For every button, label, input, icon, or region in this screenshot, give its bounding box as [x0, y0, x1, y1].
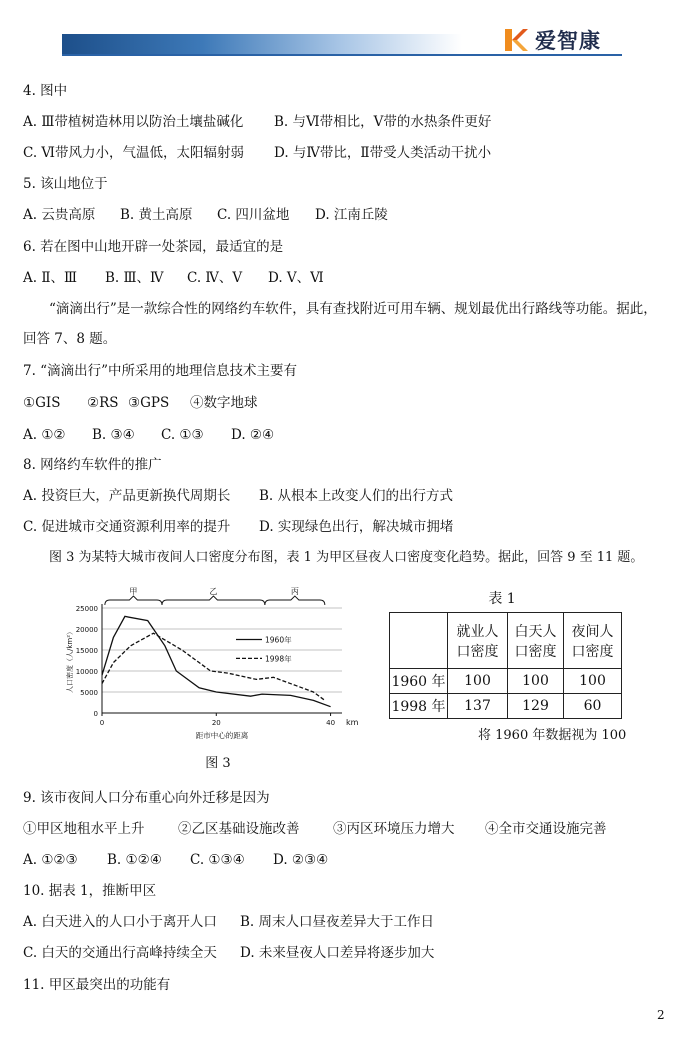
- q9-item-4: ④全市交通设施完善: [485, 821, 607, 837]
- k-logo-icon: [503, 27, 529, 53]
- population-density-chart: [60, 583, 382, 773]
- q10-option-a: A. 白天进入的人口小于离开人口: [23, 914, 217, 930]
- q10-option-c: C. 白天的交通出行高峰持续全天: [23, 945, 217, 961]
- x-tick-label: 20: [211, 719, 221, 727]
- q6-option-d: D. Ⅴ、Ⅵ: [268, 270, 324, 286]
- q10-option-b: B. 周末人口昼夜差异大于工作日: [240, 914, 435, 930]
- figure-caption: 图 3: [205, 756, 231, 771]
- passage-figure3: 图 3 为某特大城市夜间人口密度分布图，表 1 为甲区昼夜人口密度变化趋势。据此，回答 9 至 11 题。: [49, 550, 644, 565]
- q7-item-3: ③GPS: [128, 395, 170, 411]
- table-header-row: [390, 613, 622, 669]
- zone-brace: [105, 596, 162, 605]
- y-tick-label: 0: [93, 710, 98, 718]
- zone-label: 甲: [129, 587, 138, 596]
- zone-brace: [162, 596, 265, 605]
- x-tick-label: 40: [326, 719, 336, 727]
- x-unit-label: km: [346, 718, 359, 727]
- q6-stem: 6. 若在图中山地开辟一处茶园，最适宜的是: [23, 239, 284, 255]
- y-tick-label: 20000: [75, 626, 98, 634]
- table-row: [390, 694, 622, 719]
- table-header-cell: 白天人 口密度: [508, 613, 564, 669]
- q4-option-a: A. Ⅲ带植树造林用以防治土壤盐碱化: [23, 114, 244, 130]
- page-number: 2: [657, 1008, 665, 1022]
- zone-label: 乙: [209, 587, 218, 596]
- figure-3-chart: [60, 583, 382, 773]
- zone-brace: [265, 596, 325, 605]
- table-1: [386, 588, 658, 748]
- y-tick-label: 25000: [75, 605, 98, 613]
- series-line-1960: [102, 616, 331, 706]
- table-row: [390, 669, 622, 694]
- q8-option-d: D. 实现绿色出行，解决城市拥堵: [259, 519, 454, 535]
- zone-label: 丙: [290, 587, 299, 596]
- q9-option-b: B. ①②④: [107, 852, 162, 868]
- legend-label: 1960年: [265, 635, 292, 645]
- q8-option-a: A. 投资巨大，产品更新换代周期长: [23, 488, 231, 504]
- q5-option-b: B. 黄土高原: [120, 207, 193, 223]
- q5-option-a: A. 云贵高原: [23, 207, 96, 223]
- table-cell: 100: [564, 669, 622, 694]
- table-header-cell: 夜间人 口密度: [564, 613, 622, 669]
- q6-option-b: B. Ⅲ、Ⅳ: [105, 270, 164, 286]
- header-gradient-band: [62, 34, 462, 56]
- q7-item-4: ④数字地球: [190, 395, 258, 411]
- q9-option-c: C. ①③④: [190, 852, 245, 868]
- q5-option-d: D. 江南丘陵: [315, 207, 388, 223]
- q7-item-1: ①GIS: [23, 395, 61, 411]
- table-cell: 137: [448, 694, 508, 719]
- brand-logo: [503, 26, 601, 54]
- brand-name: 爱智康: [535, 29, 601, 53]
- q8-stem: 8. 网络约车软件的推广: [23, 457, 162, 473]
- q7-option-b: B. ③④: [92, 427, 135, 443]
- table-title: 表 1: [488, 591, 516, 607]
- passage-didi: “滴滴出行”是一款综合性的网络约车软件，具有查找附近可用车辆、规划最优出行路线等功能。据此，回答 7、8 题。: [23, 301, 657, 347]
- table-corner-cell: [390, 613, 448, 669]
- table-cell: 60: [564, 694, 622, 719]
- q9-stem: 9. 该市夜间人口分布重心向外迁移是因为: [23, 790, 270, 806]
- q9-item-3: ③丙区环境压力增大: [333, 821, 455, 837]
- q4-option-d: D. 与Ⅳ带比，Ⅱ带受人类活动干扰小: [274, 145, 492, 161]
- table-year-cell: 1998 年: [390, 694, 448, 719]
- table-year-cell: 1960 年: [390, 669, 448, 694]
- table-header-cell: 就业人 口密度: [448, 613, 508, 669]
- q10-option-d: D. 未来昼夜人口差异将逐步加大: [240, 945, 435, 961]
- q9-item-2: ②乙区基础设施改善: [178, 821, 300, 837]
- q11-stem: 11. 甲区最突出的功能有: [23, 977, 171, 993]
- q4-stem: 4. 图中: [23, 83, 68, 99]
- q7-option-d: D. ②④: [231, 427, 275, 443]
- q9-option-a: A. ①②③: [23, 852, 78, 868]
- q4-option-c: C. Ⅵ带风力小，气温低，太阳辐射弱: [23, 145, 245, 161]
- y-tick-label: 15000: [75, 647, 98, 655]
- x-tick-label: 0: [99, 719, 105, 727]
- density-table: [389, 612, 622, 719]
- q9-item-1: ①甲区地租水平上升: [23, 821, 145, 837]
- q7-option-a: A. ①②: [23, 427, 66, 443]
- table-cell: 100: [448, 669, 508, 694]
- table-cell: 100: [508, 669, 564, 694]
- q6-option-a: A. Ⅱ、Ⅲ: [23, 270, 78, 286]
- q8-option-c: C. 促进城市交通资源利用率的提升: [23, 519, 231, 535]
- y-axis-label: 人口密度（人/km²）: [66, 627, 74, 694]
- table-cell: 129: [508, 694, 564, 719]
- q5-stem: 5. 该山地位于: [23, 176, 108, 192]
- q6-option-c: C. Ⅳ、Ⅴ: [187, 270, 243, 286]
- q10-stem: 10. 据表 1，推断甲区: [23, 883, 157, 899]
- y-tick-label: 10000: [75, 668, 98, 676]
- q7-stem: 7. “滴滴出行”中所采用的地理信息技术主要有: [23, 363, 297, 379]
- q5-option-c: C. 四川盆地: [217, 207, 290, 223]
- q7-option-c: C. ①③: [161, 427, 204, 443]
- x-axis-label: 距市中心的距离: [195, 731, 249, 740]
- legend-label: 1998年: [265, 654, 292, 664]
- q8-option-b: B. 从根本上改变人们的出行方式: [259, 488, 454, 504]
- y-tick-label: 5000: [80, 689, 98, 697]
- q4-option-b: B. 与Ⅵ带相比，Ⅴ带的水热条件更好: [274, 114, 492, 130]
- q7-item-2: ②RS: [87, 395, 119, 411]
- q9-option-d: D. ②③④: [273, 852, 329, 868]
- table-note: 将 1960 年数据视为 100: [478, 728, 627, 743]
